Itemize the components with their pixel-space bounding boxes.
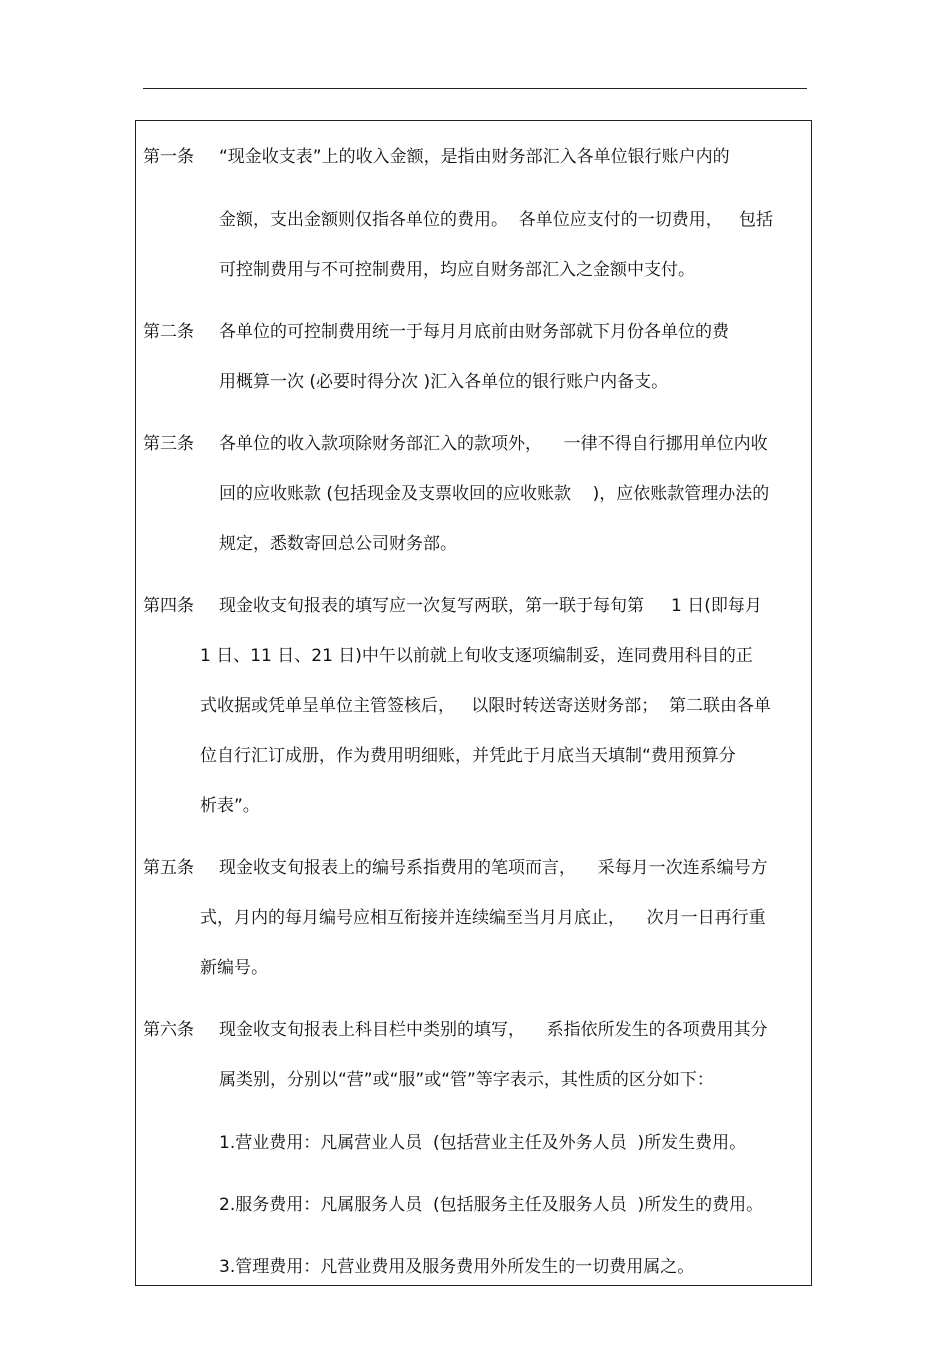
article-6-item-2: 2.服务费用：凡属服务人员 (包括服务主任及服务人员 )所发生的费用。 (219, 1195, 764, 1215)
article-6-item-3: 3.管理费用：凡营业费用及服务费用外所发生的一切费用属之。 (219, 1257, 695, 1277)
article-4-line-2: 1 日、11 日、21 日)中午以前就上旬收支逐项编制妥，连同费用科目的正 (200, 646, 753, 666)
article-4-line-3: 式收据或凭单呈单位主管签核后， 以限时转送寄送财务部； 第二联由各单 (200, 696, 772, 716)
article-6-label: 第六条 (143, 1020, 194, 1040)
article-4-line-1: 现金收支旬报表的填写应一次复写两联，第一联于每旬第 1 日(即每月 (219, 596, 762, 616)
article-2-label: 第二条 (143, 322, 194, 342)
article-4-line-4: 位自行汇订成册，作为费用明细账，并凭此于月底当天填制“费用预算分 (200, 746, 736, 766)
article-1-line-1: “现金收支表”上的收入金额，是指由财务部汇入各单位银行账户内的 (219, 147, 730, 167)
header-rule (143, 88, 807, 89)
article-6-line-2: 属类别，分别以“营”或“服”或“管”等字表示，其性质的区分如下： (219, 1070, 714, 1090)
article-1-label: 第一条 (143, 147, 194, 167)
article-5-line-3: 新编号。 (200, 958, 268, 978)
article-4-label: 第四条 (143, 596, 194, 616)
article-5-line-1: 现金收支旬报表上的编号系指费用的笔项而言， 采每月一次连系编号方 (219, 858, 768, 878)
article-1-line-3: 可控制费用与不可控制费用，均应自财务部汇入之金额中支付。 (219, 260, 695, 280)
article-2-line-1: 各单位的可控制费用统一于每月月底前由财务部就下月份各单位的费 (219, 322, 729, 342)
article-1-line-2: 金额，支出金额则仅指各单位的费用。 各单位应支付的一切费用， 包括 (219, 210, 774, 230)
article-3-line-1: 各单位的收入款项除财务部汇入的款项外， 一律不得自行挪用单位内收 (219, 434, 768, 454)
article-2-line-2: 用概算一次 (必要时得分次 )汇入各单位的银行账户内备支。 (219, 372, 669, 392)
article-3-line-3: 规定，悉数寄回总公司财务部。 (219, 534, 457, 554)
article-5-line-2: 式，月内的每月编号应相互衔接并连续编至当月月底止， 次月一日再行重 (200, 908, 766, 928)
article-3-label: 第三条 (143, 434, 194, 454)
article-4-line-5: 析表”。 (200, 796, 260, 816)
article-5-label: 第五条 (143, 858, 194, 878)
article-3-line-2: 回的应收账款 (包括现金及支票收回的应收账款 )，应依账款管理办法的 (219, 484, 770, 504)
article-6-line-1: 现金收支旬报表上科目栏中类别的填写， 系指依所发生的各项费用其分 (219, 1020, 768, 1040)
article-6-item-1: 1.营业费用：凡属营业人员 (包括营业主任及外务人员 )所发生费用。 (219, 1133, 747, 1153)
